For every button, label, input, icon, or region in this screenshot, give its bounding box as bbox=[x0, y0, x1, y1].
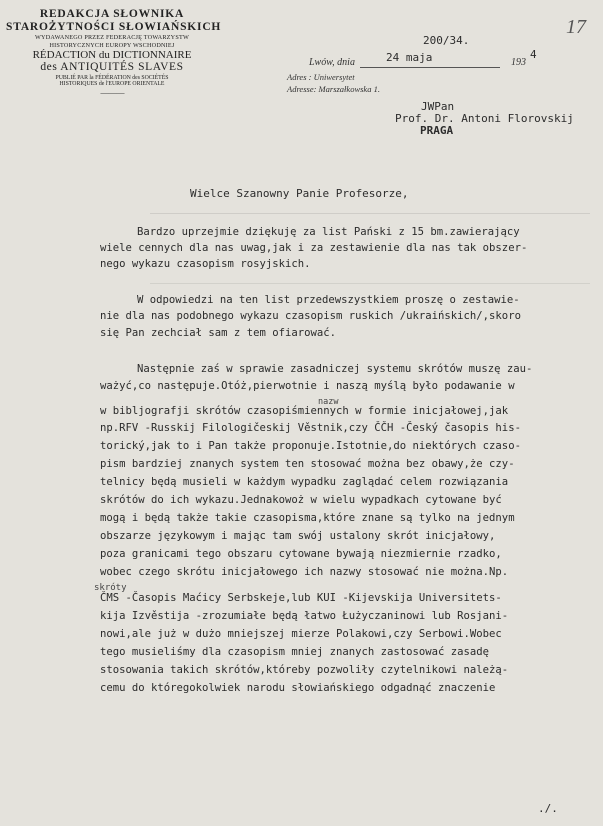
body-line-23: stosowania takich skrótów,któreby pozwoliły czytelnikowi należą- bbox=[100, 664, 509, 676]
body-line-14: skrótów do ich wykazu.Jednakowoż w wielu wypadkach cytowane być bbox=[100, 494, 502, 506]
body-line-3: nego wykazu czasopism rosyjskich. bbox=[100, 258, 311, 270]
body-line-9: w bibljografji skrótów czasopiśmiennych w formie inicjałowej,jak bbox=[100, 405, 509, 417]
recipient-line-1: JWPan bbox=[421, 100, 455, 113]
letterhead-pl-subtitle: STAROŻYTNOŚCI SŁOWIAŃSKICH bbox=[6, 21, 222, 34]
letterhead-fr-publisher-2: HISTORIQUES de l'EUROPE ORIENTALE bbox=[59, 81, 165, 88]
body-line-20: kija Izvěstija -zrozumiałe będą łatwo Łużyczaninowi lub Rosjani- bbox=[100, 610, 509, 622]
address-line-fr: Adresse: Marszałkowska 1. bbox=[287, 84, 380, 94]
letterhead-dash: — — — bbox=[100, 87, 124, 97]
body-line-11: torický,jak to i Pan także proponuje.Istotnie,do niektórych czaso- bbox=[100, 440, 521, 452]
body-line-4: W odpowiedzi na ten list przedewszystkiem proszę o zestawie- bbox=[137, 294, 520, 306]
body-line-5: nie dla nas podobnego wykazu czasopism ruskich /ukraińskich/,skoro bbox=[100, 310, 521, 322]
continuation-mark: ./. bbox=[538, 802, 558, 815]
recipient-line-2: Prof. Dr. Antoni Florovskij bbox=[395, 112, 574, 125]
place-label: Lwów, dnia bbox=[309, 57, 355, 68]
recipient-line-3: PRAGA bbox=[420, 124, 454, 137]
insertion-skroty: skróty bbox=[94, 583, 127, 593]
salutation: Wielce Szanowny Panie Profesorze, bbox=[190, 187, 409, 200]
body-line-16: obszarze językowym i mając tam swój ustalony skrót inicjałowy, bbox=[100, 530, 496, 542]
letterhead-fr-publisher: PUBLIÉ PAR la FÉDÉRATION des SOCIÉTÉS bbox=[55, 74, 169, 81]
reference-number: 200/34. bbox=[423, 34, 470, 47]
body-line-22: tego musieliśmy dla czasopism mniej znanych zastosować zasadę bbox=[100, 646, 490, 658]
body-line-17: poza granicami tego obszaru cytowane bywają niezmiernie rzadko, bbox=[100, 548, 502, 560]
body-line-8: ważyć,co następuje.Otóż,pierwotnie i naszą myślą było podawanie w bbox=[100, 380, 515, 392]
body-line-10: np.RFV -Russkij Filologičeskij Věstnik,czy ČČH -Český časopis his- bbox=[100, 422, 521, 434]
date-value: 24 maja bbox=[386, 51, 433, 64]
year-prefix: 193 bbox=[511, 57, 526, 68]
letterhead bbox=[6, 8, 222, 97]
body-line-12: pism bardziej znanych system ten stosować można bez obawy,że czy- bbox=[100, 458, 515, 470]
letterhead-fr-subtitle: des ANTIQUITÉS SLAVES bbox=[40, 61, 184, 74]
body-line-1: Bardzo uprzejmie dziękuję za list Pański z 15 bm.zawierający bbox=[137, 226, 520, 238]
body-line-13: telnicy będą musieli w każdym wypadku zaglądać celem rozwiązania bbox=[100, 476, 509, 488]
body-line-24: cemu do któregokolwiek narodu słowiańskiego odgadnąć znaczenie bbox=[100, 682, 496, 694]
year-suffix: 4 bbox=[530, 48, 537, 61]
body-line-2: wiele cennych dla nas uwag,jak i za zestawienie dla nas tak obszer- bbox=[100, 242, 528, 254]
body-line-21: nowi,ale już w dużo mniejszej mierze Polakowi,czy Serbowi.Wobec bbox=[100, 628, 502, 640]
insertion-nazw: nazw bbox=[318, 397, 339, 407]
body-line-19: ČMS -Časopis Maćicy Serbskeje,lub KUI -Kijevskija Universitets- bbox=[100, 592, 502, 604]
body-line-15: mogą i będą także takie czasopisma,które znane są tylko na jednym bbox=[100, 512, 515, 524]
folio-number: 17 bbox=[566, 16, 586, 38]
letterhead-fr-title: RÉDACTION du DICTIONNAIRE bbox=[32, 48, 192, 61]
letterhead-pl-title: REDAKCJA SŁOWNIKA bbox=[39, 8, 185, 20]
letterhead-pl-publisher: WYDAWANEGO PRZEZ FEDERACJĘ TOWARZYSTW bbox=[35, 34, 189, 42]
address-line: Adres : Uniwersytet bbox=[287, 72, 355, 82]
body-line-6: się Pan zechciał sam z tem ofiarować. bbox=[100, 327, 336, 339]
bleed-through-2 bbox=[150, 283, 590, 284]
bleed-through-1 bbox=[150, 213, 590, 214]
letterhead-pl-publisher-2: HISTORYCZNYCH EUROPY WSCHODNIEJ bbox=[49, 41, 175, 49]
date-underline bbox=[360, 67, 500, 68]
body-line-18: wobec czego skrótu inicjałowego ich nazwy stosować nie można.Np. bbox=[100, 566, 509, 578]
body-line-7: Następnie zaś w sprawie zasadniczej systemu skrótów muszę zau- bbox=[137, 363, 533, 375]
